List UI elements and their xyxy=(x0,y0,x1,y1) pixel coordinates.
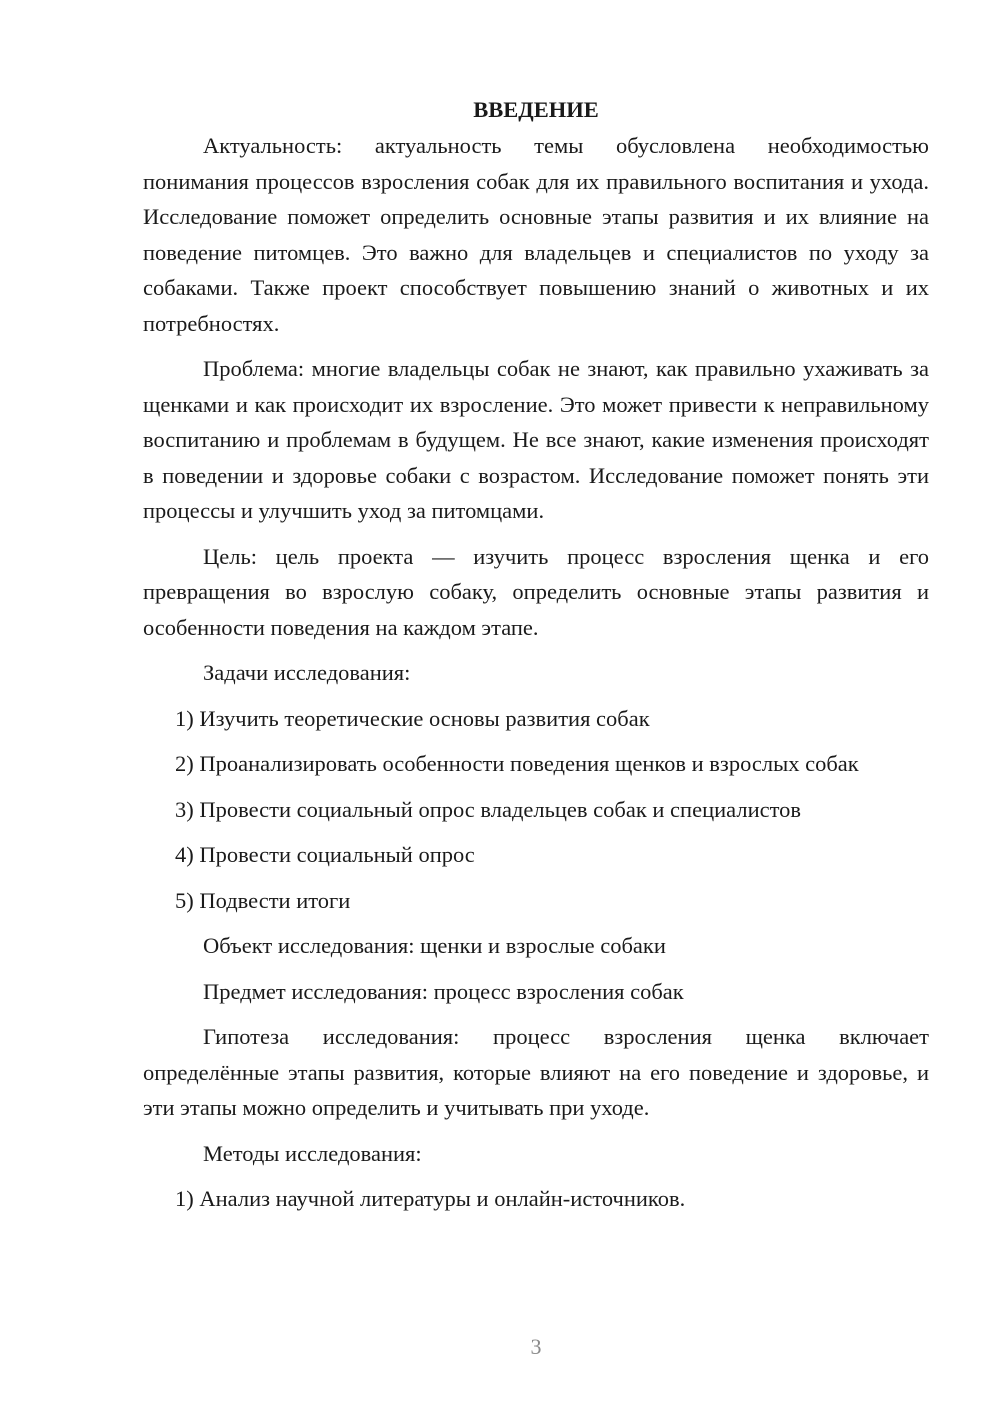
task-item: 5) Подвести итоги xyxy=(175,887,351,913)
tasks-heading: Задачи исследования: xyxy=(203,660,411,685)
task-item: 2) Проанализировать особенности поведения щенков и взрослых собак xyxy=(175,751,859,776)
relevance-paragraph: Актуальность: актуальность темы обусловлена необходимостью понимания процессов взросления собак для их правильного воспитания и ухода. Исследование поможет определить основные этапы развития и их влияние на поведение питомцев. Это важно для владельцев и специалистов по уходу за собаками. Также проект способствует повышению знаний о животных и их потребностях. xyxy=(143,133,929,336)
page-content xyxy=(143,92,929,1227)
object-line: Объект исследования: щенки и взрослые собаки xyxy=(203,933,666,958)
section-title: ВВЕДЕНИЕ xyxy=(473,97,599,122)
method-item: 1) Анализ научной литературы и онлайн-источников. xyxy=(175,1186,686,1211)
task-item: 1) Изучить теоретические основы развития собак xyxy=(175,705,650,731)
problem-paragraph: Проблема: многие владельцы собак не знают, как правильно ухаживать за щенками и как происходит их взросление. Это может привести к неправильному воспитанию и проблемам в будущем. Не все знают, какие изменения происходят в поведении и здоровье собаки с возрастом. Исследование поможет понять эти процессы и улучшить уход за питомцами. xyxy=(143,356,929,523)
hypothesis-paragraph: Гипотеза исследования: процесс взросления щенка включает определённые этапы развития, которые влияют на его поведение и здоровье, и эти этапы можно определить и учитывать при уходе. xyxy=(143,1024,929,1120)
page-number: 3 xyxy=(530,1334,542,1359)
subject-line: Предмет исследования: процесс взросления собак xyxy=(203,978,684,1004)
task-item: 4) Провести социальный опрос xyxy=(175,842,475,867)
methods-heading: Методы исследования: xyxy=(203,1140,422,1166)
task-item: 3) Провести социальный опрос владельцев собак и специалистов xyxy=(175,796,802,822)
goal-paragraph: Цель: цель проекта — изучить процесс взросления щенка и его превращения во взрослую собаку, определить основные этапы развития и особенности поведения на каждом этапе. xyxy=(143,543,929,640)
